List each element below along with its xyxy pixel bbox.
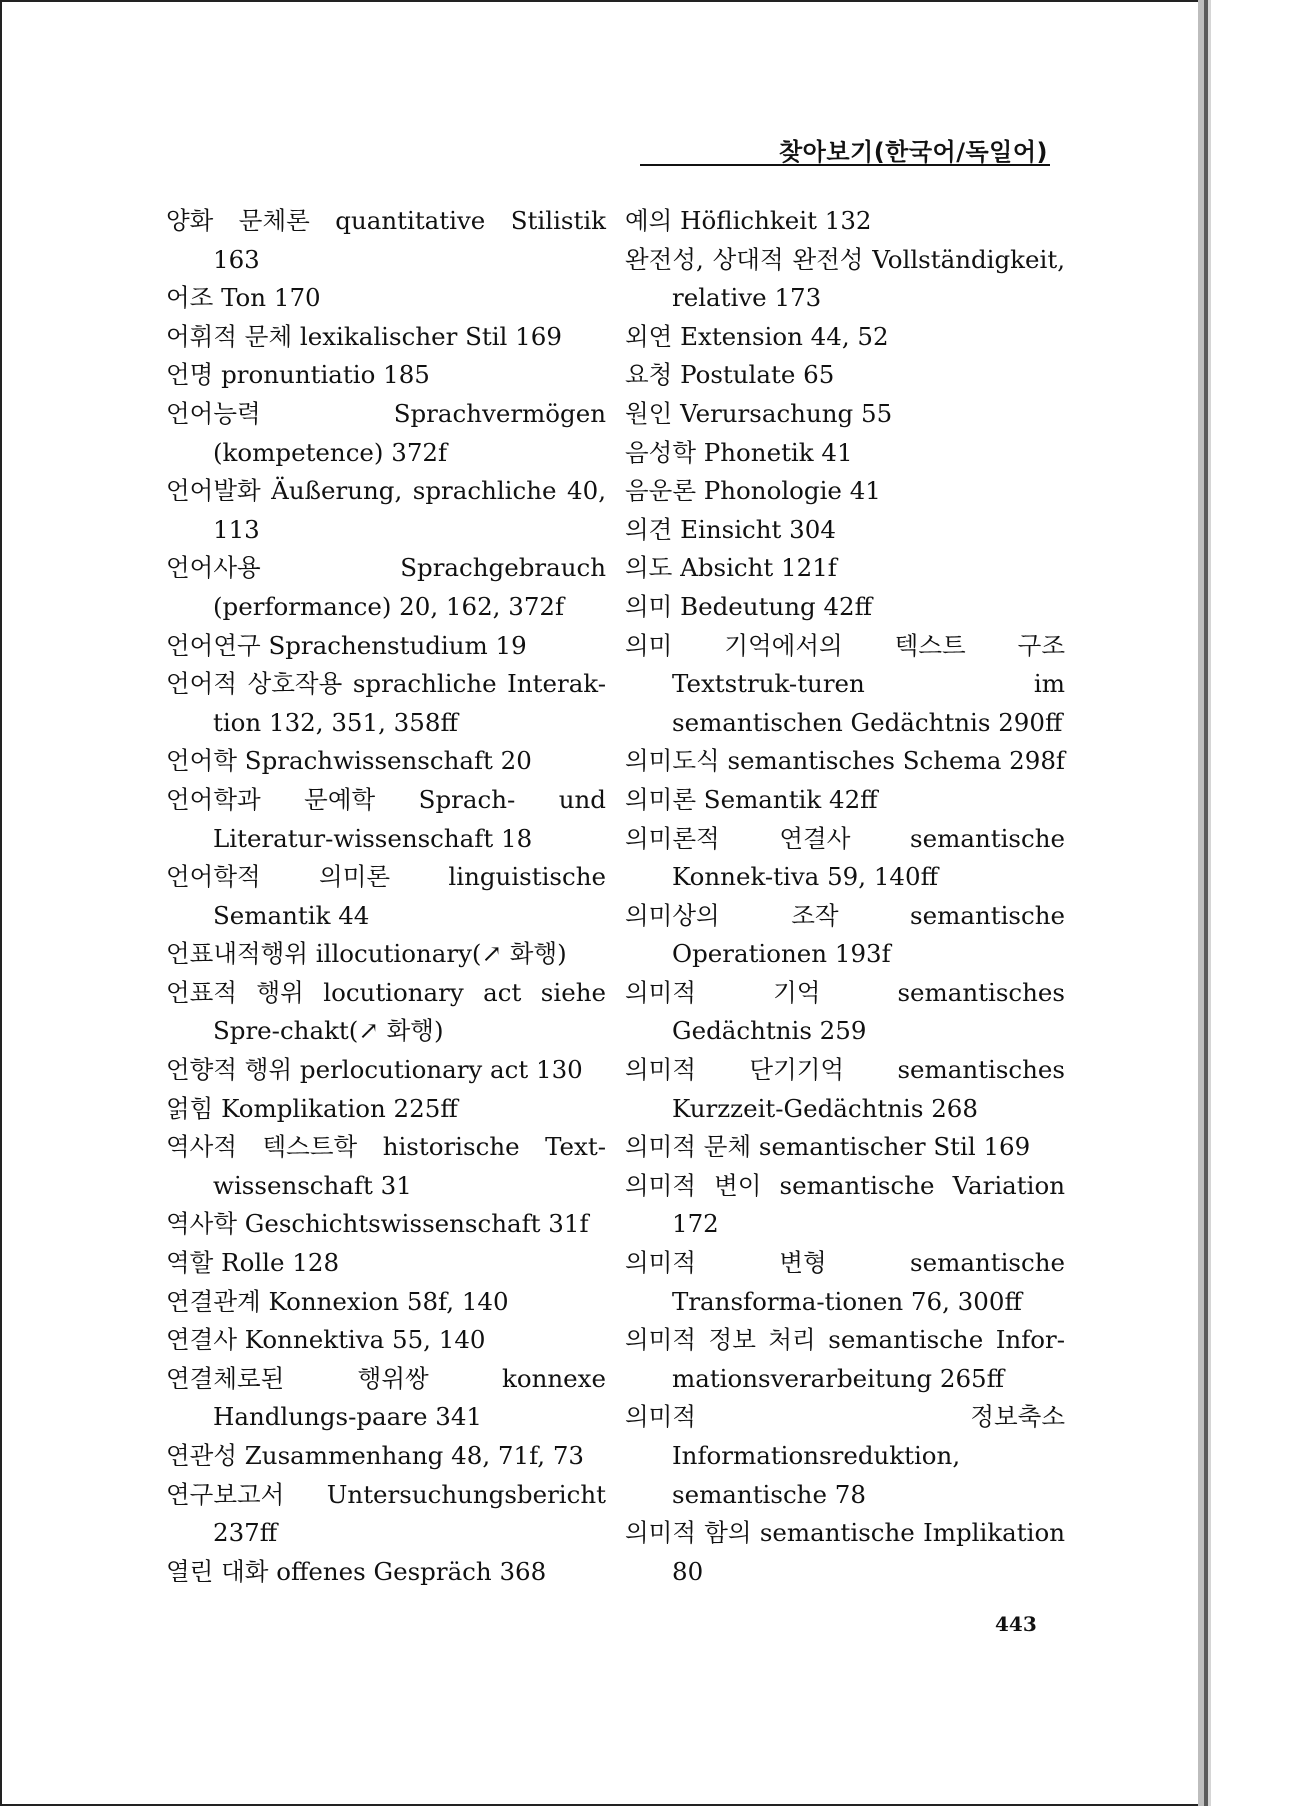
index-entry: 음성학 Phonetik 41 [625, 437, 853, 467]
index-entry: 의견 Einsicht 304 [625, 514, 836, 544]
index-entry: 언어능력 Sprachvermögen (kompetence) 372f [166, 398, 606, 467]
index-entry: 의미상의 조작 semantische Operationen 193f [625, 900, 1065, 969]
index-entry: 어조 Ton 170 [166, 283, 321, 313]
index-entry: 의미적 함의 semantische Implikation 80 [625, 1518, 1065, 1586]
index-entry: 언어학과 문예학 Sprach- und Literatur-wissenschaft 18 [166, 784, 606, 853]
index-entry: 언향적 행위 perlocutionary act 130 [166, 1055, 583, 1085]
index-entry: 의미 Bedeutung 42ff [625, 591, 873, 621]
index-entry: 언어사용 Sprachgebrauch (performance) 20, 162, 372f [166, 553, 606, 621]
index-entry: 열린 대화 offenes Gespräch 368 [166, 1556, 547, 1586]
index-entry: 요청 Postulate 65 [625, 360, 835, 390]
index-entry: 역할 Rolle 128 [166, 1248, 340, 1278]
index-entry: 의미론 Semantik 42ff [625, 784, 878, 814]
index-entry: 예의 Höflichkeit 132 [625, 206, 872, 235]
index-entry: 언명 pronuntiatio 185 [166, 360, 430, 390]
index-entry: 의미적 정보 처리 semantische Infor-mationsverarbeitung 265ff [625, 1325, 1065, 1393]
index-entry: 연구보고서 Untersuchungsbericht 237ff [166, 1479, 606, 1548]
index-entry: 언어학적 의미론 linguistische Semantik 44 [166, 862, 606, 930]
index-entry: 의미적 변이 semantische Variation 172 [625, 1170, 1065, 1239]
index-entry: 연결관계 Konnexion 58f, 140 [166, 1286, 509, 1316]
index-entry: 언어학 Sprachwissenschaft 20 [166, 746, 532, 776]
index-entry: 외연 Extension 44, 52 [625, 321, 889, 351]
index-entry: 연결체로된 행위쌍 konnexe Handlungs-paare 341 [166, 1363, 606, 1432]
index-entry: 연관성 Zusammenhang 48, 71f, 73 [166, 1441, 585, 1470]
index-entry: 완전성, 상대적 완전성 Vollständigkeit, relative 173 [625, 244, 1065, 313]
index-entry: 의미적 문체 semantischer Stil 169 [625, 1132, 1031, 1162]
index-entry: 의미도식 semantisches Schema 298f [625, 746, 1066, 776]
index-entry: 어휘적 문체 lexikalischer Stil 169 [166, 321, 562, 351]
index-entry: 의미적 단기기억 semantisches Kurzzeit-Gedächtnis 268 [625, 1055, 1065, 1123]
index-entry: 의미론적 연결사 semantische Konnek-tiva 59, 140ff [625, 823, 1065, 892]
index-entry: 언어연구 Sprachenstudium 19 [166, 630, 527, 660]
index-entry: 의도 Absicht 121f [625, 553, 837, 583]
page-number: 443 [995, 1612, 1037, 1636]
index-entry: 의미적 정보축소 Informationsreduktion, semantische 78 [625, 1402, 1065, 1509]
index-entry: 양화 문체론 quantitative Stilistik 163 [166, 206, 606, 274]
index-entry: 얽힘 Komplikation 225ff [166, 1093, 458, 1123]
header-rule [640, 164, 1050, 166]
index-entry: 음운론 Phonologie 41 [625, 476, 881, 506]
index-entry: 역사학 Geschichtswissenschaft 31f [166, 1209, 589, 1239]
page-edge-light [1208, 0, 1211, 1806]
index-entry: 언어적 상호작용 sprachliche Interak-tion 132, 351, 358ff [166, 669, 606, 737]
index-entry: 연결사 Konnektiva 55, 140 [166, 1325, 486, 1355]
index-entry: 의미 기억에서의 텍스트 구조 Textstruk-turen im semantischen Gedächtnis 290ff [625, 630, 1065, 737]
index-entry: 원인 Verursachung 55 [625, 398, 893, 428]
index-entry: 언표적 행위 locutionary act siehe Spre-chakt(↗ 화행) [166, 977, 606, 1046]
index-column-left [166, 202, 606, 1591]
running-header-title: 찾아보기(한국어/독일어) [778, 138, 1048, 166]
index-entry: 의미적 기억 semantisches Gedächtnis 259 [625, 977, 1065, 1046]
index-entry: 언어발화 Äußerung, sprachliche 40, 113 [166, 476, 606, 544]
index-entry: 언표내적행위 illocutionary(↗ 화행) [166, 939, 567, 969]
index-column-right [625, 202, 1065, 1591]
index-entry: 역사적 텍스트학 historische Text-wissenschaft 31 [166, 1132, 606, 1200]
index-entry: 의미적 변형 semantische Transforma-tionen 76, 300ff [625, 1248, 1065, 1316]
